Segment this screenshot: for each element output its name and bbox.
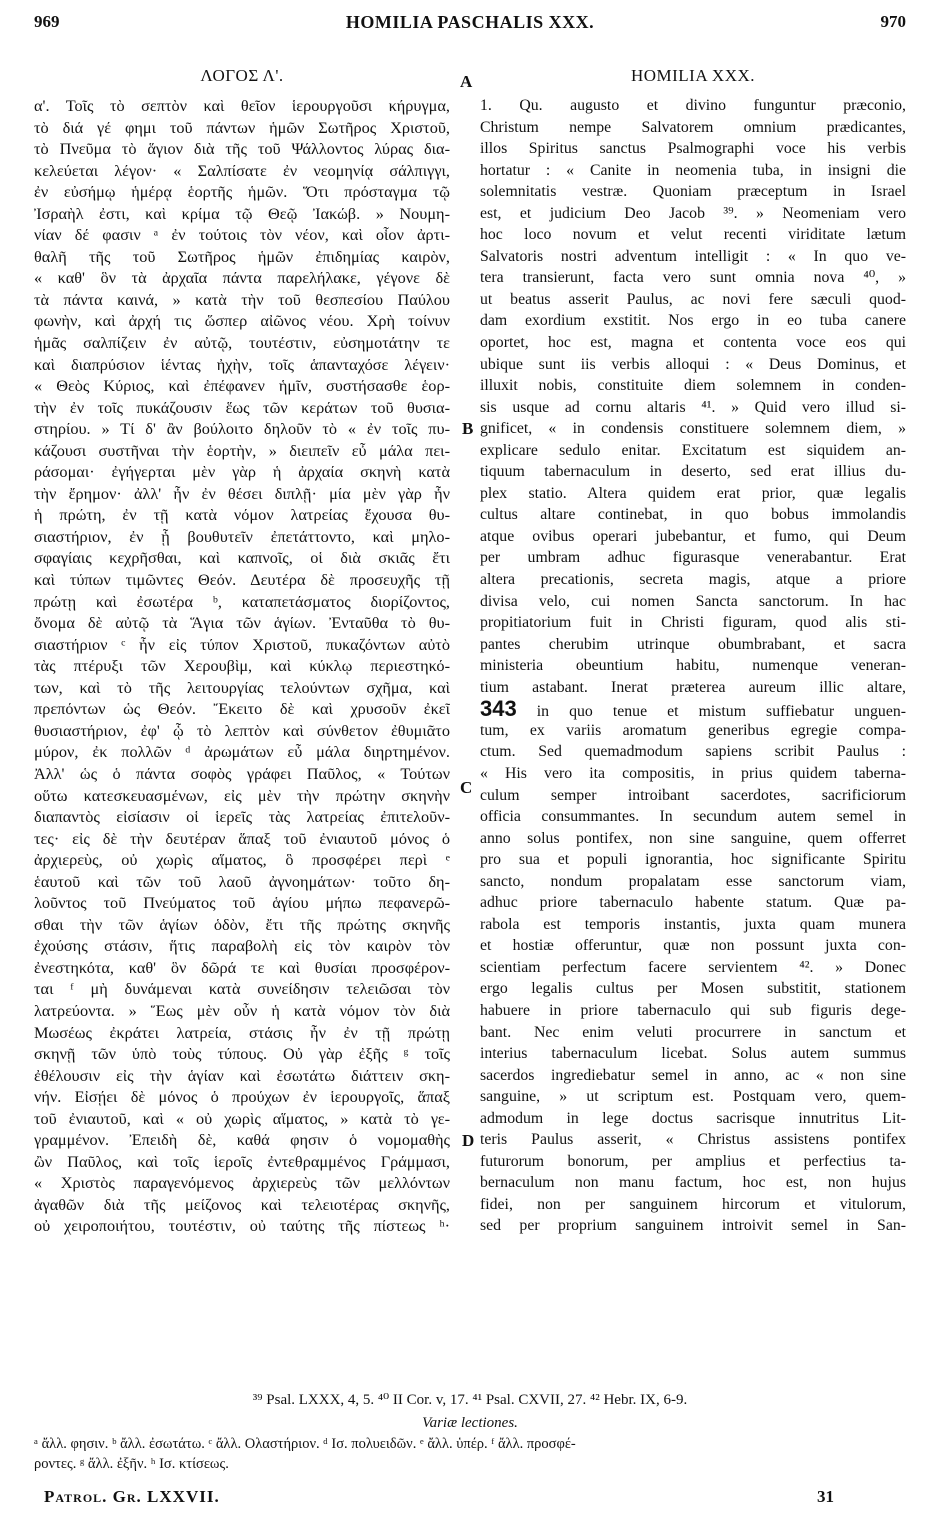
text-line: θαλῆ τῆς τοῦ Σωτῆρος ἡμῶν ἐπιδημίας καιρὸν,: [34, 246, 450, 266]
text-line: ἐθέλουσιν εἰς τὴν ἁγίαν καὶ ἐσωτάτω διάττειν σκη-: [34, 1065, 450, 1085]
text-line: φωνὴν, καὶ ἀρχή τις ὥσπερ αἰῶνος νέου. Χρὴ τοίνυν: [34, 311, 450, 331]
column-number: 343: [480, 698, 517, 720]
text-line: altera precationis, secreta magis, atque a priore: [480, 571, 906, 589]
text-line: solemnitatis vestræ. Quoniam præceptum in Israel: [480, 183, 906, 201]
greek-column-title: ΛΟΓΟΣ Λ'.: [200, 66, 284, 85]
text-line: οὐ χειροποιήτου, τουτέστιν, οὐ ταύτης τῆς πίστεως ʰ·: [34, 1216, 450, 1236]
text-line: habuere in priore tabernaculo qui sub figuris dege-: [480, 1001, 906, 1019]
text-line: ubique sunt iis verbis alloqui : « Deus Dominus, et: [480, 355, 906, 373]
text-line: oportet, hoc est, magna et contenta voce eos qui: [480, 334, 906, 352]
variant-reading-line: ᵃ ἄλλ. φησιν. ᵇ ἄλλ. ἐσωτάτω. ᶜ ἄλλ. Ολαστήριον. ᵈ Ισ. πολυειδῶν. ᵉ ἄλλ. ὑπέρ. ᶠ ἄλλ. προσφέ-: [34, 1436, 576, 1452]
text-line: Christum nempe Salvatorem omnium prædicantes,: [480, 118, 906, 136]
text-line: interius tabernaculum licebat. Solus autem summus: [480, 1045, 906, 1063]
text-line: anno solus pontifex, non sine sanguine, quem offerret: [480, 829, 906, 847]
text-line: futurorum bonorum, per amplius et perfectius ta-: [480, 1152, 906, 1170]
text-line: sacerdos ingrediebatur semel in anno, ac « non sine: [480, 1066, 906, 1084]
text-line: illos Spiritus sanctus Psalmographi voce his verbis: [480, 140, 906, 158]
text-line: τὰς πτέρυξι τῶν Χερουβὶμ, καὶ κύκλῳ περιεστηκό-: [34, 656, 450, 676]
scripture-references: ³⁹ Psal. LXXX, 4, 5. ⁴⁰ II Cor. v, 17. ⁴¹ Psal. CXVII, 27. ⁴² Hebr. IX, 6-9.: [252, 1392, 688, 1408]
page-footer: [44, 1487, 906, 1515]
text-line: σφαγίαις κεχρῆσθαι, καὶ καπνοῖς, οἱ διὰ σκιᾶς ἔτι: [34, 548, 450, 568]
text-line: teris Paulus asserit, « Christus assistens pontifex: [480, 1131, 906, 1149]
text-line: καὶ τύπων τιμῶντες Θεόν. Δευτέρα δὲ προσευχῆς τῇ: [34, 570, 450, 590]
text-line: « Θεὸς Κύριος, καὶ ἐπέφανεν ἡμῖν, συστήσασθε ἑορ-: [34, 376, 450, 396]
text-line: ἡμᾶς σαλπίζειν ἐν αὐτῷ, τουτέστιν, εὐσημοτάτην τε: [34, 333, 450, 353]
text-line: bernaculum non manu factum, hoc est, non hujus: [480, 1174, 906, 1192]
text-line: τὴν ἔρημον· ἀλλ' ἦν ἐν θέσει διπλῇ· μία μὲν γὰρ ἦν: [34, 483, 450, 503]
text-line: σιαστήριον, ἐν ᾗ βουθυτεῖν ἐπετάττοντο, καὶ μηλο-: [34, 526, 450, 546]
text-line: καὶ διαπρύσιον ἱέντας ἠχὴν, τοῖς ἁπανταχόσε λέγειν·: [34, 354, 450, 374]
text-line: Ἰσραὴλ ἐστι, καὶ κρίμα τῷ Θεῷ Ἰακώβ. » Νουμη-: [34, 203, 450, 223]
text-line: per umbram adhuc figurasque venerabantur. Erat: [480, 549, 906, 567]
text-line: σιαστήριον ᶜ ἦν εἰς τύπον Χριστοῦ, πυκαζόντων αὐτὸ: [34, 634, 450, 654]
text-line: pantes cherubim utrinque obumbrabant, et sacra: [480, 635, 906, 653]
text-line: plex statio. Altera quidem erat prior, quæ legalis: [480, 484, 906, 502]
text-line: sed per proprium sanguinem introivit semel in San-: [480, 1217, 906, 1235]
footnotes: [34, 1388, 906, 1474]
text-line: μύρον, ἐκ πολλῶν ᵈ ἀρωμάτων εὖ μάλα διηρτημένον.: [34, 742, 450, 762]
text-line: διαπαντὸς εἰσίασιν οἱ ἱερεῖς τὰς λατρείας ἐπιτελοῦν-: [34, 807, 450, 827]
text-line: ὄνομα δὲ αὐτῷ τὰ Ἅγια τῶν ἁγίων. Ἐνταῦθα τὸ θυ-: [34, 613, 450, 633]
right-page-number: 970: [880, 12, 906, 31]
text-line: cultus altare continebat, in quo bobus immolandis: [480, 506, 906, 524]
greek-text: [34, 95, 450, 1237]
left-page-number: 969: [34, 12, 60, 31]
text-line: ὢν Παῦλος, καὶ τοῖς ἱεροῖς ἐντεθραμμένος Γράμμασι,: [34, 1151, 450, 1171]
text-line: adhuc priore tabernaculo habente statum. Quæ pa-: [480, 894, 906, 912]
text-line: gnificet, « in condensis constituere solemnem diem, »: [480, 420, 906, 438]
text-line: culum semper introibant sacerdotes, sacrificiorum: [480, 786, 906, 804]
text-line: των, καὶ τὸ τῆς λειτουργίας τελούντων σχῆμα, καὶ: [34, 677, 450, 697]
latin-column-title: HOMILIA XXX.: [630, 66, 756, 85]
text-line: bant. Nec enim veluti procurrere in sanctum et: [480, 1023, 906, 1041]
text-line: pro sua et populi ignorantia, hoc significante Spiritu: [480, 851, 906, 869]
page-header: [34, 12, 906, 42]
text-line: admodum in lege doctus sacrisque innutritus Lit-: [480, 1109, 906, 1127]
running-title: HOMILIA PASCHALIS XXX.: [345, 12, 595, 32]
text-line: propitiatorium fuit in Christi figuram, quod alis sti-: [480, 614, 906, 632]
text-line: « His vero ita compositis, in prius quidem taberna-: [480, 764, 906, 782]
text-line: ράσομαι· ἐγήγερται μὲν γὰρ ἡ ἀρχαία σκηνὴ κατὰ: [34, 462, 450, 482]
text-line: στηρίου. » Τί δ' ἂν βούλοιτο δηλοῦν τὸ « ἐν τοῖς πυ-: [34, 419, 450, 439]
text-line: sanguine, » ut scriptum est. Postquam vero, quem-: [480, 1088, 906, 1106]
text-line: scientiam perfectum facere servientem ⁴². » Donec: [480, 958, 906, 976]
text-line: τὸ Πνεῦμα τὸ ἅγιον διὰ τῆς τοῦ Ψάλλοντος λύρας δια-: [34, 139, 450, 159]
text-line: est, et judicium Deo Jacob ³⁹. » Neomeniam vero: [480, 204, 906, 222]
text-line: officia consummantes. In secundum autem semel in: [480, 808, 906, 826]
signature-number: 31: [817, 1487, 834, 1506]
text-line: et hostiæ offeruntur, quæ non possunt juxta con-: [480, 937, 906, 955]
text-line: ἐνεστηκότα, καθ' ὃν δῶρά τε καὶ θυσίαι προσφέρον-: [34, 957, 450, 977]
latin-text: [480, 95, 906, 1237]
text-line: rabola est temporis instantis, juxta quam munera: [480, 915, 906, 933]
text-line: tera transierunt, facta vero sunt omnia nova ⁴⁰, »: [480, 269, 906, 287]
text-line: πρεπόντων ὡς Θεόν. Ἔκειτο δὲ καὶ χρυσοῦν ἐκεῖ: [34, 699, 450, 719]
text-line: θυσιαστήριον, ἐφ' ᾧ τὸ λεπτὸν καὶ σύνθετον ἐθυμιᾶτο: [34, 720, 450, 740]
text-line: divisa velo, cui nomen Sancta sanctorum. In hac: [480, 592, 906, 610]
text-line: ται ᶠ μὴ δυνάμεναι κατὰ συνείδησιν τελειῶσαι τὸν: [34, 979, 450, 999]
text-line: λατρεύοντα. » Ἕως μὲν οὖν ἡ κατὰ νόμον τὸν διὰ: [34, 1000, 450, 1020]
text-line: τοῦ ἐνιαυτοῦ, καὶ « οὐ χωρὶς αἵματος, » κατὰ τὸ γε-: [34, 1108, 450, 1128]
text-line: ergo legalis cultus per Mosen substitit, stationem: [480, 980, 906, 998]
text-line: τὴν ἐν τοῖς πυκάζουσιν ἕως τῶν κεράτων τοῦ θυσια-: [34, 397, 450, 417]
text-line: ut beatus asserit Paulus, ac novi fere sæculi quod-: [480, 290, 906, 308]
text-line: hortatur : « Canite in neomenia tuba, in insigni die: [480, 161, 906, 179]
variae-lectiones-heading: Variæ lectiones.: [422, 1415, 518, 1431]
text-line: γραμμένον. Ἐπειδὴ δὲ, καθά φησιν ὁ νομομαθὴς: [34, 1130, 450, 1150]
text-line: νίαν δέ φασιν ᵃ ἐν τούτοις τὸν νέον, καὶ οἷον ἀρτι-: [34, 225, 450, 245]
text-line: fidei, non per sanguinem hircorum et vitulorum,: [480, 1195, 906, 1213]
variant-reading-line: ροντες. ᵍ ἄλλ. ἐξῆν. ʰ Ισ. κτίσεως.: [34, 1456, 229, 1472]
text-line: atque ovibus operari jubebantur, et fumo, qui Deum: [480, 527, 906, 545]
text-line: ἡ πρώτη, ἐν τῇ κατὰ νόμον λατρείας ἔχουσα θυ-: [34, 505, 450, 525]
text-line: dam exordium exstitit. Nos ergo in eo tuba canere: [480, 312, 906, 330]
text-line: « Χριστὸς παραγενόμενος ἀρχιερεὺς τῶν μελλόντων: [34, 1173, 450, 1193]
text-line: Salvatoris nostri adventum intelligit : « In quo ve-: [480, 247, 906, 265]
text-line: ἀγαθῶν διὰ τῆς μείζονος καὶ τελειοτέρας σκηνῆς,: [34, 1194, 450, 1214]
text-line: tum, ex variis aromatum generibus egregie compa-: [480, 721, 906, 739]
text-line: « καθ' ὃν τὰ ἀρχαῖα πάντα παρελήλακε, γέγονε δὲ: [34, 268, 450, 288]
text-line: tium astabant. Inerat præterea aureum illic altare,: [480, 678, 906, 696]
text-line: Ἀλλ' ὡς ὁ πάντα σοφὸς γράφει Παῦλος, « Τούτων: [34, 763, 450, 783]
text-line: σθαι τὴν τῶν ἁγίων ὁδὸν, ἔτι τῆς πρώτης σκηνῆς: [34, 914, 450, 934]
text-line: κελεύεται λέγον· « Σαλπίσατε ἐν νεομηνίᾳ σάλπιγγι,: [34, 160, 450, 180]
text-line: ministeria obeuntium habitu, numenque veneran-: [480, 657, 906, 675]
text-line: τὸ διά γέ φημι τοῦ πάντων ἡμῶν Σωτῆρος Χριστοῦ,: [34, 117, 450, 137]
text-line: α'. Τοῖς τὸ σεπτὸν καὶ θεῖον ἱερουργοῦσι κήρυγμα,: [34, 96, 450, 115]
text-line: τες· εἰς δὲ τὴν δευτέραν ἅπαξ τοῦ ἐνιαυτοῦ μόνος ὁ: [34, 828, 450, 848]
text-line: sis usque ad cornu altaris ⁴¹. » Quid vero illud si-: [480, 398, 906, 416]
margin-marker-c: C: [460, 778, 473, 797]
margin-marker-d: D: [462, 1131, 475, 1150]
text-line: πρώτῃ καὶ ἐσωτέρα ᵇ, καταπετάσματος διορίζοντος,: [34, 591, 450, 611]
margin-marker-a: A: [460, 72, 473, 91]
text-line: illuxit nobis, constituite diem solemnem in conden-: [480, 377, 906, 395]
text-line: 1. Qu. augusto et divino funguntur præconio,: [480, 97, 906, 114]
text-line: λοῦντος τοῦ Πνεύματος τοῦ ἁγίου μήπω πεφανερῶ-: [34, 893, 450, 913]
text-line: tiquum tabernaculum in deserto, sed erat illius du-: [480, 463, 906, 481]
text-line: ἐν εὐσήμῳ ἡμέρᾳ ἑορτῆς ἡμῶν. Ὅτι πρόσταγμα τῷ: [34, 182, 450, 202]
text-line: explicare sedulo enitar. Excitatum est siquidem an-: [480, 441, 906, 459]
latin-column: [480, 66, 906, 1237]
text-line: sancto, nondum propalatam esse sanctorum viam,: [480, 872, 906, 890]
text-line: ἀρχιερεὺς, οὐ χωρὶς αἵματος, ὃ προσφέρει περὶ ᵉ: [34, 850, 450, 870]
margin-marker-b: B: [462, 419, 474, 438]
text-line: σκηνῇ τῶν ὑπὸ τοὺς τύπους. Οὐ γὰρ ἐξῆς ᵍ τοῖς: [34, 1044, 450, 1064]
text-line: ἐχούσης στάσιν, ἥτις παραβολὴ εἰς τὸν καιρὸν τὸν: [34, 936, 450, 956]
text-line: hoc loco novum et velut recenti viriditate lætum: [480, 226, 906, 244]
text-line: τὰ πάντα καινά, » κατὰ τὴν τοῦ θεσπεσίου Παύλου: [34, 289, 450, 309]
text-line: νήν. Εἰσῄει δὲ μόνος ὁ προύχων ἐν ἱερουργοῖς, ἅπαξ: [34, 1087, 450, 1107]
greek-column: [34, 66, 450, 1237]
text-line: κάζουσι συστῆναι τὴν ἑορτὴν, » διειπεῖν εὖ μάλα πει-: [34, 440, 450, 460]
text-line: ἑαυτοῦ καὶ τῶν τοῦ λαοῦ ἀγνοημάτων· τοῦτο δη-: [34, 871, 450, 891]
text-line: Μωσέως ἐκράτει λατρεία, στάσις ἦν ἐν τῇ πρώτῃ: [34, 1022, 450, 1042]
text-line: 343 in quo tenue et mistum suffiebatur unguen-: [480, 698, 906, 720]
signature-mark: Patrol. Gr. LXXVII.: [44, 1487, 220, 1506]
text-line: οὕτω κατεσκευασμένων, εἰς μὲν τὴν πρώτην σκηνὴν: [34, 785, 450, 805]
text-line: ctum. Sed quemadmodum sapiens scribit Paulus :: [480, 743, 906, 761]
